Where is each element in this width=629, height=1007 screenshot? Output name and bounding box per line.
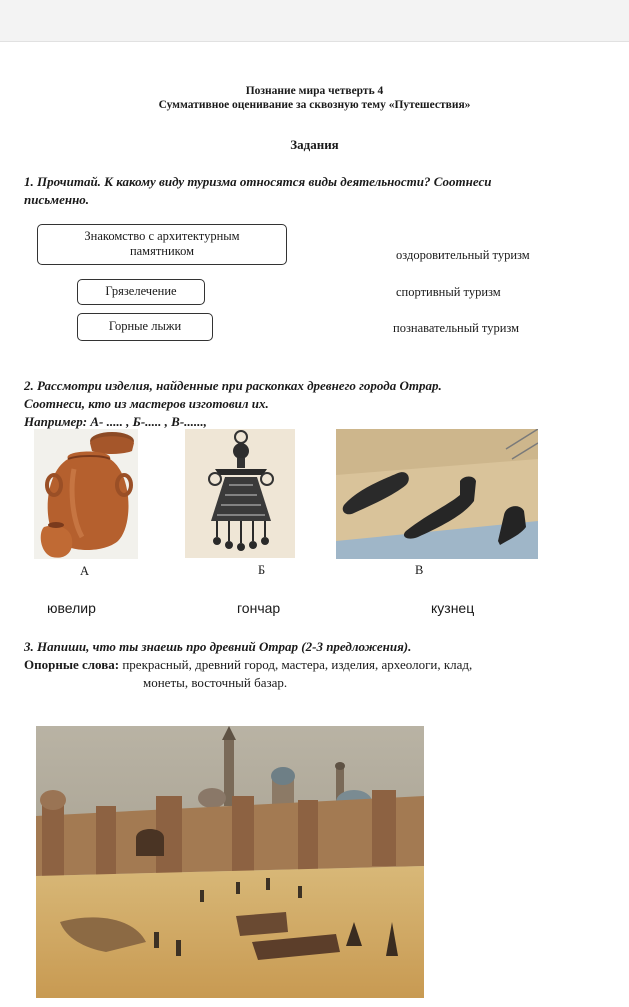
master-jeweler: ювелир <box>47 600 96 616</box>
q2-prompt <box>24 377 614 431</box>
caption-b: Б <box>258 563 266 577</box>
tourism-sport: спортивный туризм <box>396 285 501 299</box>
q2-prompt-line1: 2. Рассмотри изделия, найденные при раскопках древнего города Отрар. <box>24 378 442 393</box>
caption-v: В <box>415 563 424 577</box>
q1-prompt-line1: 1. Прочитай. К какому виду туризма относятся виды деятельности? Соотнеси <box>24 174 492 189</box>
tasks-title: Задания <box>290 137 339 152</box>
activity-box-mud-therapy <box>77 279 205 305</box>
activity-architecture-line2: памятником <box>129 244 195 258</box>
master-blacksmith: кузнец <box>431 600 475 616</box>
activity-skiing: Горные лыжи <box>108 319 182 333</box>
activity-architecture-line1: Знакомство с архитектурным <box>84 229 240 243</box>
keywords-text1: прекрасный, древний город, мастера, изделия, археологи, клад, <box>122 657 473 672</box>
keywords-line2: монеты, восточный базар. <box>143 675 288 690</box>
otrar-painting <box>36 726 424 998</box>
tourism-health: оздоровительный туризм <box>396 248 530 262</box>
activity-box-skiing <box>77 313 213 341</box>
iron-tools-photo <box>336 429 538 559</box>
browser-top-bar <box>0 0 629 42</box>
q1-prompt-line2: письменно. <box>24 192 90 207</box>
master-potter: гончар <box>237 600 281 616</box>
q2-prompt-line2: Соотнеси, кто из мастеров изготовил их. <box>24 396 269 411</box>
q3-prompt: 3. Напиши, что ты знаешь про древний Отрар (2-3 предложения). <box>24 639 412 654</box>
keywords-line1 <box>24 656 614 674</box>
jewelry-photo <box>185 429 295 558</box>
keywords-label: Опорные слова: <box>24 657 120 672</box>
caption-a: А <box>80 564 90 578</box>
assessment-title: Суммативное оценивание за сквозную тему «Путешествия» <box>158 99 471 111</box>
activity-box-architecture <box>37 224 287 265</box>
subject-title: Познание мира четверть 4 <box>245 85 384 97</box>
tourism-cognitive: познавательный туризм <box>393 321 520 335</box>
q1-prompt <box>24 173 614 209</box>
activity-mud-therapy: Грязелечение <box>105 284 177 298</box>
q2-example: Например: А- ..... , Б-..... , В-......, <box>24 414 207 429</box>
pottery-photo <box>34 429 138 559</box>
